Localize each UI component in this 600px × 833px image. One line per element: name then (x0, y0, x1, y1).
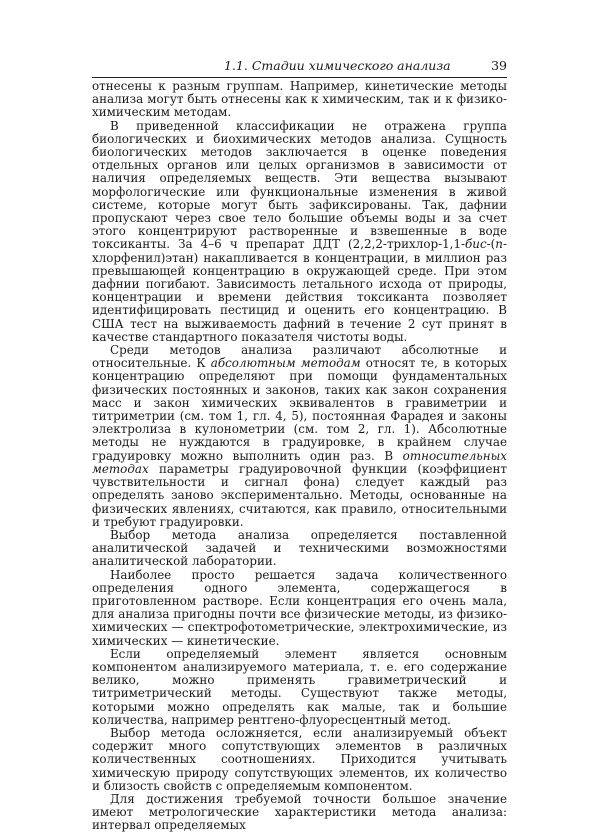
text-run: -хлорфенил)этан) накапливается в концентрации, в миллион раз превышающей концентрацию в окружающей среде. При этом дафнии погибают. Зависимость летального исхода от природы, концентрации и времени действия токсиканта позволяет идентифицировать пестицид и оценить его концентрацию. В США тест на выживаемость дафний в течение 2 сут принят в качестве стандартного показателя чистоты воды. (92, 237, 507, 344)
text-run: Выбор метода анализа определяется поставленной аналитической задачей и техническими возможностями аналитической лаборатории. (92, 527, 507, 569)
paragraph (92, 793, 507, 833)
header-rule (92, 77, 507, 78)
paragraph (92, 344, 507, 529)
italic-term: бис (465, 237, 487, 252)
text-run: относят те, в которых концентрацию определяют при помощи фундаментальных физических постоянных и законов, таких как закон сохранения масс и закон химических эквивалентов в гравиметрии и титриметрии (см. том 1, гл. 4, 5), постоянная Фарадея и законы электролиза в кулонометрии (см. том 2, гл. 1). Абсолютные методы не нуждаются в градуировке, в крайнем случае градуировку можно выполнить один раз. В (92, 356, 507, 463)
text-run: Среди методов анализа различают абсолютные и относительные. К (92, 343, 507, 371)
text-run: параметры градуировочной функции (коэффициент чувствительности и сигнал фона) следует каждый раз определять заново экспериментально. Методы, основанные на физических явлениях, считаются, как правило, относительными и требуют градуировки. (92, 461, 507, 529)
text-run: Наиболее просто решается задача количественного определения одного элемента, содержащегося в приготовленном растворе. Если концентрация его очень мала, для анализа пригодны почти все физические методы, из физико-химических — спектрофотометрические, электрохимические, из химических — кинетические. (92, 567, 507, 648)
paragraph (92, 648, 507, 727)
italic-term: относительных методах (92, 448, 507, 476)
paragraph (92, 727, 507, 793)
text-run: Выбор метода осложняется, если анализируемый объект содержит много сопутствующих элементов в различных количественных соотношениях. Приходится учитывать химическую природу сопутствующих элементов, их количество и близость свойств с определяемым компонентом. (92, 725, 507, 793)
text-run: В приведенной классификации не отражена группа биологических и биохимических методов анализа. Сущность биологических методов заключается в оценке поведения отдельных органов или целых организмов в зависимости от наличия определяемых веществ. Эти вещества вызывают морфологические или функциональные изменения в живой системе, которые могут быть зафиксированы. Так, дафнии пропускают через свое тело большие объемы воды и за счет этого концентрируют растворенные и взвешенные в воде токсиканты. За 4–6 ч препарат ДДТ (2,2,2-трихлор-1,1- (92, 118, 507, 252)
text-run: -( (486, 237, 496, 252)
paragraph (92, 569, 507, 648)
page-number: 39 (491, 58, 507, 73)
body-text (92, 80, 507, 833)
paragraph (92, 80, 507, 120)
italic-term: п (495, 237, 503, 252)
text-run: отнесены к разным группам. Например, кинетические методы анализа могут быть отнесены как к химическим, так и к физико-химическим методам. (92, 79, 507, 120)
section-title: 1.1. Стадии химического анализа (224, 58, 451, 73)
paragraph (92, 120, 507, 344)
text-run: Если определяемый элемент является основным компонентом анализируемого материала, т. е. его содержание велико, можно применять гравиметрический и титриметрический методы. Существуют также методы, которыми можно определять как малые, так и большие количества, например рентгено-флуоресцентный метод. (92, 646, 507, 727)
italic-term: абсолютным методам (210, 356, 361, 371)
paragraph (92, 529, 507, 569)
text-run: Для достижения требуемой точности большое значение имеют метрологические характеристики метода анализа: интервал определяемых (92, 791, 507, 833)
